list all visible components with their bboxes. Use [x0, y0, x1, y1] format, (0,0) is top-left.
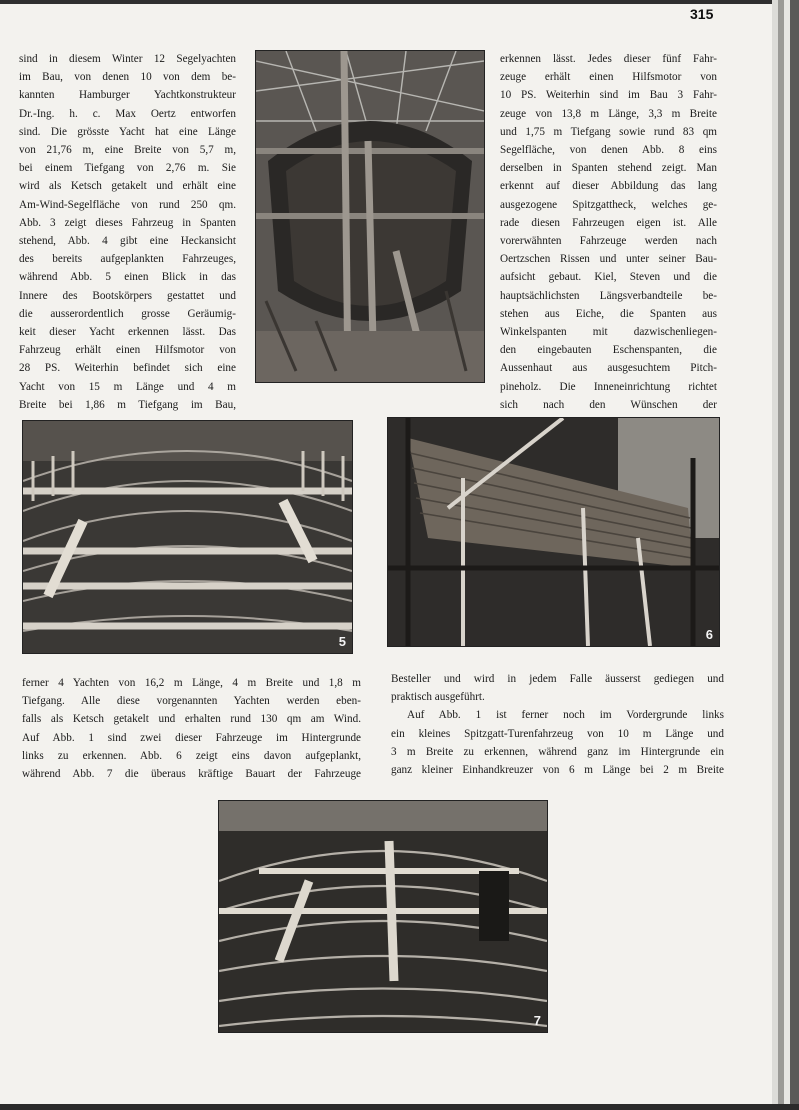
- page-number: 315: [690, 6, 714, 22]
- text-line: Tiefgang. Alle diese vorgenannten Yachten werden eben-: [22, 695, 361, 708]
- text-line: hauptsächlichsten Längsverbandteile be-: [500, 289, 717, 302]
- text-line: Yacht von 15 m Länge und 4 m: [19, 380, 236, 393]
- text-line: erkennen lässt. Jedes dieser fünf Fahr-: [500, 53, 717, 65]
- text-column-right-top: [500, 50, 717, 414]
- text-line: 3 m Breite zu erkennen, während ganz im Hintergrunde ein: [391, 745, 724, 758]
- text-line: 10 PS. Weiterhin sind im Bau 3 Fahr-: [500, 89, 717, 102]
- text-line: während Abb. 5 einen Blick in das: [19, 271, 236, 284]
- text-line: Oertzschen Rissen und unter seiner Bau-: [500, 253, 717, 266]
- text-line: zeuge von 13,8 m Länge, 3,3 m Breite: [500, 107, 717, 120]
- text-line: Fahrzeug erhält einen Hilfsmotor von: [19, 344, 236, 357]
- text-line: den eingebauten Eschenspanten, die: [500, 344, 717, 357]
- text-line: Besteller und wird in jedem Falle äusserst gediegen und: [391, 673, 724, 685]
- photo-yacht-in-frames-drawing: [256, 51, 484, 382]
- text-line: Breite bei 1,86 m Tiefgang im Bau,: [19, 398, 236, 411]
- text-line: und 1,75 m Tiefgang sowie rund 83 qm: [500, 125, 717, 138]
- photo-hull-interior: [22, 420, 353, 654]
- text-line: falls als Ketsch getakelt und erhalten rund 130 qm am Wind.: [22, 713, 361, 726]
- photo-yacht-in-frames: [255, 50, 485, 383]
- text-line: rade diesen Fahrzeugen eigen ist. Alle: [500, 216, 717, 229]
- figure-number: 6: [705, 627, 713, 642]
- text-line: Innere des Bootskörpers gestattet und: [19, 289, 236, 302]
- photo-planked-hull: [387, 417, 720, 647]
- text-line: Am-Wind-Segelfläche von rund 250 qm.: [19, 198, 236, 211]
- text-line: derselben in Spanten stehend zeigt. Man: [500, 162, 717, 175]
- text-line: bei einem Tiefgang von 2,76 m. Sie: [19, 162, 236, 175]
- text-line: sich nach den Wünschen der: [500, 398, 717, 411]
- text-line: zeuge erhält einen Hilfsmotor von: [500, 71, 717, 84]
- text-line: Winkelspanten mit dazwischenliegen-: [500, 326, 717, 339]
- figure-number: 7: [533, 1013, 541, 1028]
- page-edge: [790, 0, 799, 1110]
- text-line: ausgezogene Spitzgattheck, welches ge-: [500, 198, 717, 211]
- text-line: aufsicht gebaut. Kiel, Steven und die: [500, 271, 717, 284]
- text-line: praktisch ausgeführt.: [391, 691, 485, 704]
- text-line: links zu erkennen. Abb. 6 zeigt eins davon aufgeplankt,: [22, 749, 361, 762]
- text-column-right-mid: [391, 670, 724, 779]
- text-line: während Abb. 7 die überaus kräftige Bauart der Fahrzeuge: [22, 768, 361, 781]
- text-line: Auf Abb. 1 sind zwei dieser Fahrzeuge im Hintergrunde: [22, 731, 361, 744]
- text-line: vorerwähnten Fahrzeuge werden nach: [500, 235, 717, 248]
- text-line: 28 PS. Weiterhin befindet sich eine: [19, 362, 236, 375]
- text-line: stehend, Abb. 4 gibt eine Heckansicht: [19, 235, 236, 248]
- text-line: Segelfläche, von denen Abb. 8 eins: [500, 144, 717, 157]
- text-line: kannten Hamburger Yachtkonstrukteur: [19, 89, 236, 102]
- top-shadow: [0, 0, 772, 4]
- text-line: Aussenhaut aus ausgesuchtem Pitch-: [500, 362, 717, 375]
- text-line: ferner 4 Yachten von 16,2 m Länge, 4 m Breite und 1,8 m: [22, 677, 361, 689]
- photo-planked-hull-drawing: [388, 418, 719, 646]
- text-line: des bereits aufgeplankten Fahrzeuges,: [19, 253, 236, 266]
- text-line: wird als Ketsch getakelt und erhält eine: [19, 180, 236, 193]
- text-line: ein kleines Spitzgatt-Turenfahrzeug von 10 m Länge und: [391, 727, 724, 740]
- bottom-shadow: [0, 1104, 799, 1110]
- figure-number: 5: [338, 634, 346, 649]
- text-line: erkennt auf dieser Abbildung das lang: [500, 180, 717, 193]
- text-line: sind in diesem Winter 12 Segelyachten: [19, 53, 236, 65]
- text-line: stehen aus Eiche, die Spanten aus: [500, 307, 717, 320]
- text-column-left-top: [19, 50, 236, 414]
- text-line: Abb. 3 zeigt dieses Fahrzeug in Spanten: [19, 216, 236, 229]
- photo-hull-frames-interior-drawing: [219, 801, 547, 1032]
- text-line: sind. Die grösste Yacht hat eine Länge: [19, 125, 236, 138]
- text-column-left-mid: [22, 674, 361, 783]
- photo-hull-interior-drawing: [23, 421, 352, 653]
- text-line: Auf Abb. 1 ist ferner noch im Vordergrunde links: [407, 709, 724, 722]
- text-line: die ausserordentlich grosse Geräumig-: [19, 307, 236, 320]
- text-line: von 21,76 m, eine Breite von 5,7 m,: [19, 144, 236, 157]
- photo-hull-frames-interior: [218, 800, 548, 1033]
- text-line: im Bau, von denen 10 von dem be-: [19, 71, 236, 84]
- text-line: pineholz. Die Inneneinrichtung richtet: [500, 380, 717, 393]
- text-line: Dr.-Ing. h. c. Max Oertz entworfen: [19, 107, 236, 120]
- text-line: ganz kleiner Einhandkreuzer von 6 m Länge bei 2 m Breite: [391, 764, 724, 777]
- text-line: keit dieser Yacht erkennen lässt. Das: [19, 326, 236, 339]
